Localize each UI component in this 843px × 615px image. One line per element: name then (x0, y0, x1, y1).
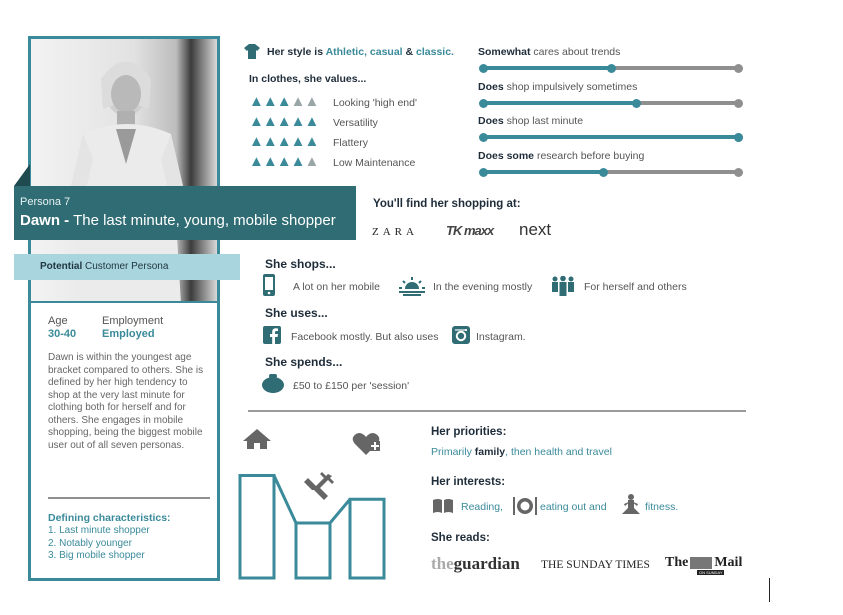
employment-value: Employed (102, 328, 155, 340)
tshirt-icon (244, 44, 260, 59)
shops-mobile-text: A lot on her mobile (293, 281, 380, 293)
slider-label-rest: research before buying (534, 150, 645, 162)
person-rating-icon: ▲ (249, 133, 263, 150)
slider-label (478, 46, 620, 58)
mobile-icon (262, 274, 276, 296)
spends-title: She spends... (265, 355, 343, 369)
purse-icon (262, 373, 284, 393)
person-rating-icon: ▲ (276, 113, 291, 130)
priorities-post: , then health and travel (505, 446, 612, 458)
age-label: Age (48, 315, 68, 327)
slider-endpoint (734, 168, 743, 177)
person-rating-icon: ▲ (290, 113, 305, 130)
slider-fill (483, 135, 738, 139)
person-rating-icon: ▲ (290, 133, 305, 150)
persona-number: Persona 7 (20, 196, 71, 208)
mail-name: Mail (714, 555, 743, 570)
slider-label (478, 115, 583, 127)
slider-fill (483, 66, 611, 70)
shops-others-text: For herself and others (584, 281, 687, 293)
person-rating-icon: ▲ (304, 93, 319, 110)
defining-title: Defining characteristics: (48, 512, 171, 524)
text-cursor (769, 578, 770, 602)
people-icon (550, 276, 576, 296)
value-label: Versatility (333, 117, 378, 129)
persona-banner (14, 186, 356, 240)
style-athletic: Athletic, casual (325, 46, 403, 58)
value-label: Low Maintenance (333, 157, 416, 169)
shops-title: She shops... (265, 257, 336, 271)
paper-mail (665, 555, 742, 571)
interest-reading: Reading, (461, 501, 504, 513)
person-rating-icon: ▲ (249, 93, 263, 110)
value-label: Flattery (333, 137, 369, 149)
instagram-text: Instagram. (476, 331, 526, 343)
person-rating-icon: ▲ (290, 93, 305, 110)
mail-sub: ON SUNDAY (699, 570, 723, 575)
instagram-icon (452, 326, 470, 344)
persona-title (20, 212, 336, 229)
slider-endpoint (479, 133, 488, 142)
person-rating-icon: ▲ (262, 153, 277, 170)
slider-endpoint (734, 64, 743, 73)
person-rating-icon: ▲ (262, 93, 277, 110)
potential-rest: Customer Persona (82, 261, 169, 272)
person-rating-icon: ▲ (249, 153, 263, 170)
rating-row (249, 95, 318, 109)
slider-handle (632, 99, 641, 108)
rating-row (249, 115, 318, 129)
persona-bio: Dawn is within the youngest age bracket compared to others. She is defined by her high tendency to shop at the very last minute for clothing both for herself and for others. She engages in mobile shopping, being the biggest mobile user out of all seven personas. (48, 352, 204, 451)
slider-label-bold: Does some (478, 150, 535, 162)
rating-row (249, 155, 318, 169)
persona-tagline: The last minute, young, mobile shopper (69, 212, 336, 229)
person-rating-icon: ▲ (262, 113, 277, 130)
slider-endpoint (479, 168, 488, 177)
sunset-icon (399, 276, 425, 296)
persona-name: Dawn - (20, 212, 70, 229)
style-prefix: Her style is (267, 46, 326, 58)
slider-label-bold: Does (478, 81, 504, 93)
employment-label: Employment (102, 315, 164, 327)
guardian-the: the (431, 554, 454, 573)
values-title: In clothes, she values... (249, 73, 367, 85)
priorities-bars (236, 425, 396, 580)
brand-zara: ZARA (372, 226, 418, 238)
defining-item: 3. Big mobile shopper (48, 550, 145, 561)
slider-fill (483, 101, 636, 105)
slider-endpoint (734, 133, 743, 142)
brand-tkmaxx: TK maxx (446, 223, 494, 238)
person-rating-icon: ▲ (262, 133, 277, 150)
slider-handle (599, 168, 608, 177)
uses-title: She uses... (265, 306, 328, 320)
potential-bold: Potential (40, 261, 83, 272)
plane-icon (304, 472, 334, 500)
person-rating-icon: ▲ (249, 113, 263, 130)
person-rating-icon: ▲ (304, 133, 319, 150)
person-rating-icon: ▲ (290, 153, 305, 170)
slider-label-rest: shop impulsively sometimes (503, 81, 638, 93)
rating-row (249, 135, 318, 149)
slider-label-rest: shop last minute (503, 115, 584, 127)
person-rating-icon: ▲ (276, 93, 291, 110)
facebook-icon (263, 326, 281, 344)
slider-endpoint (734, 99, 743, 108)
house-icon (243, 429, 271, 449)
value-label: Looking 'high end' (333, 97, 417, 109)
potential-label (14, 254, 240, 280)
plate-icon (512, 496, 538, 516)
slider-label (478, 81, 637, 93)
interest-fitness: fitness. (645, 501, 679, 513)
priorities-text (431, 446, 612, 458)
person-rating-icon: ▲ (276, 133, 291, 150)
slider-handle (607, 64, 616, 73)
card-divider (48, 497, 210, 499)
shops-evening-text: In the evening mostly (433, 281, 533, 293)
guardian-name: guardian (453, 554, 520, 573)
age-value: 30-40 (48, 328, 77, 340)
slider-label-bold: Does (478, 115, 504, 127)
mail-crest-icon (690, 557, 712, 569)
defining-item: 2. Notably younger (48, 537, 132, 549)
person-rating-icon: ▲ (276, 153, 291, 170)
spends-text: £50 to £150 per 'session' (293, 380, 410, 392)
style-classic: classic. (416, 46, 454, 58)
slider-label-rest: cares about trends (530, 46, 621, 58)
priority-bar (296, 523, 330, 578)
mail-the: The (665, 555, 689, 570)
interest-eating: eating out and (540, 501, 607, 513)
paper-sunday-times: THE SUNDAY TIMES (541, 559, 650, 571)
find-title: You'll find her shopping at: (373, 198, 521, 210)
person-rating-icon: ▲ (304, 153, 319, 170)
priority-bar (350, 499, 384, 578)
fitness-icon (620, 494, 642, 516)
banner-fold (14, 164, 30, 186)
slider-label (478, 150, 644, 162)
slider-endpoint (479, 64, 488, 73)
book-icon (432, 498, 454, 514)
priorities-title: Her priorities: (431, 426, 507, 438)
paper-guardian (431, 554, 520, 574)
slider-fill (483, 170, 603, 174)
style-line (267, 46, 454, 58)
reads-title: She reads: (431, 532, 490, 544)
priorities-bold: family (474, 446, 506, 458)
section-divider (248, 410, 746, 412)
brand-next: next (519, 220, 552, 239)
priorities-pre: Primarily (431, 446, 475, 458)
slider-endpoint (479, 99, 488, 108)
defining-item: 1. Last minute shopper (48, 525, 150, 536)
priority-bar (240, 476, 274, 579)
slider-label-bold: Somewhat (478, 46, 531, 58)
facebook-text: Facebook mostly. But also uses (291, 331, 439, 343)
person-rating-icon: ▲ (304, 113, 319, 130)
style-amp: & (402, 46, 417, 58)
defining-list (48, 525, 150, 563)
interests-title: Her interests: (431, 476, 506, 488)
